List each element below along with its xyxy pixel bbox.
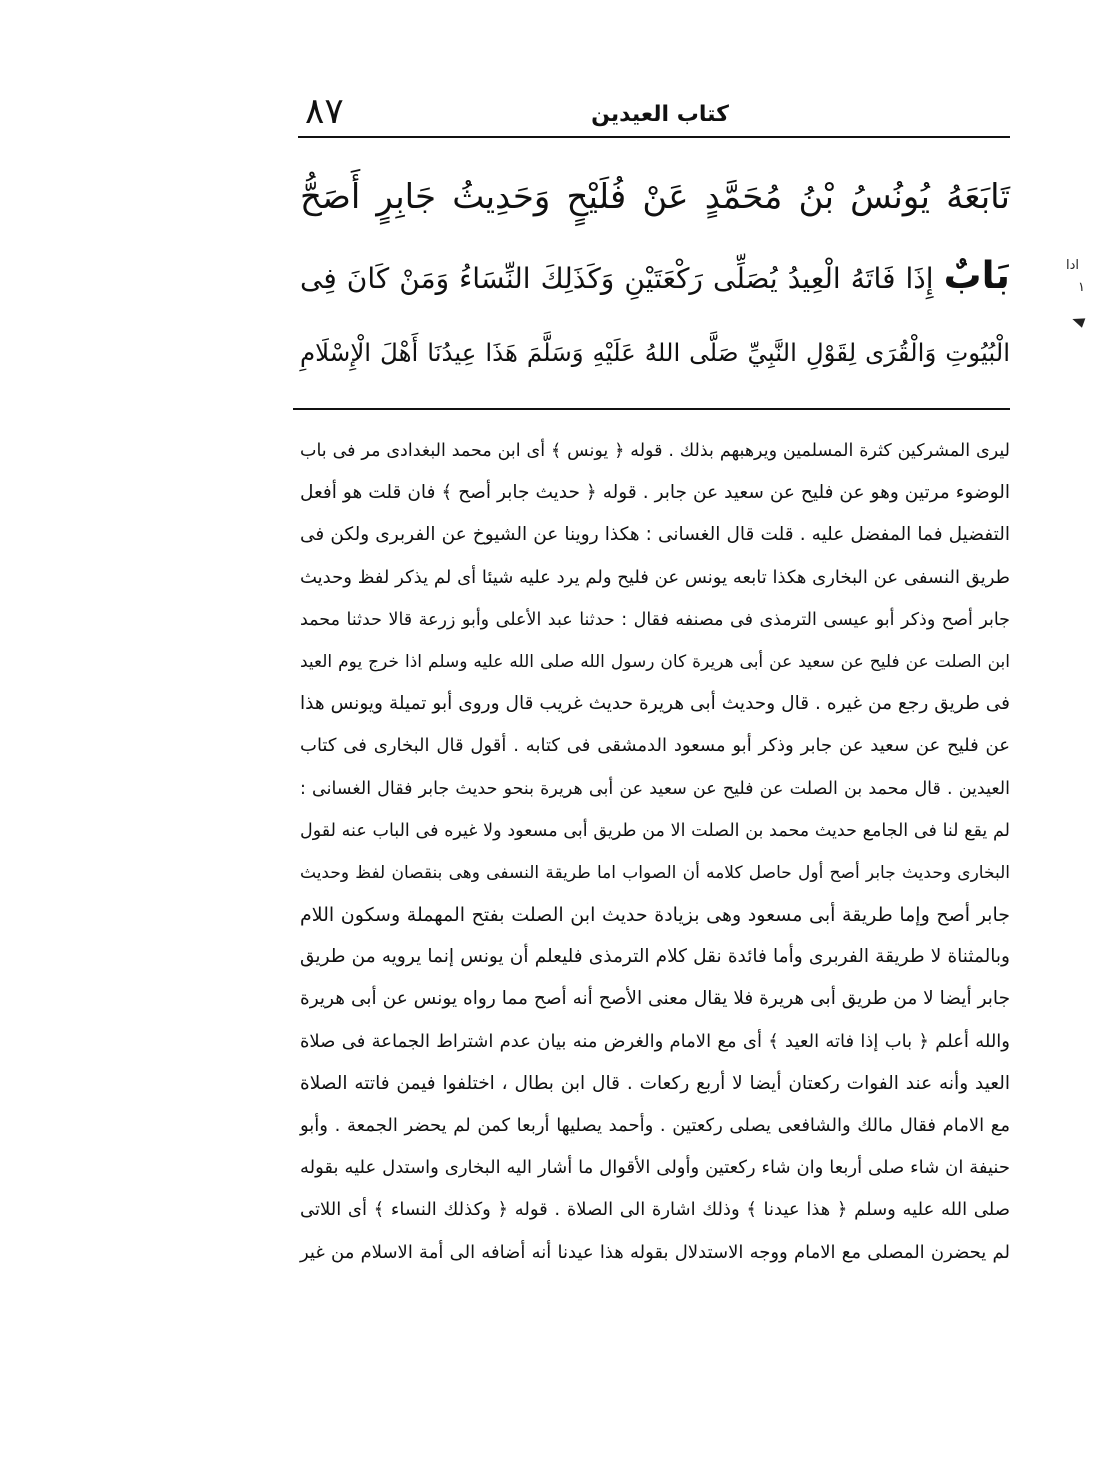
chapter-heading-text: إِذَا فَاتَهُ الْعِيدُ يُصَلِّى رَكْعَتَيْنِ وَكَذَلِكَ النِّسَاءُ وَمَنْ كَانَ فِى	[300, 262, 934, 295]
margin-pointer-icon	[1071, 314, 1086, 328]
commentary-line: فى طريق رجع من غيره . قال وحديث أبى هريرة حديث غريب قال وروى أبو تميلة ويونس هذا	[300, 693, 1010, 715]
main-text	[300, 158, 1010, 392]
page-number: ٨٧	[305, 91, 344, 132]
chapter-title: كتاب العيدين	[591, 102, 729, 127]
commentary-line: عن فليح عن سعيد عن جابر وذكر أبو مسعود الدمشقى فى كتابه . أقول قال البخارى فى كتاب	[300, 735, 1010, 757]
commentary-line: الوضوء مرتين وهو عن فليح عن سعيد عن جابر . قوله ﴿ حديث جابر أصح ﴾ فان قلت هو أفعل	[300, 482, 1010, 504]
commentary-line: العيد وأنه عند الفوات ركعتان أيضا لا أربع ركعات . قال ابن بطال ، اختلفوا فيمن فاتته الصلاة	[300, 1072, 1010, 1094]
commentary-line: جابر أصح وإما طريقة أبى مسعود وهى بزيادة حديث ابن الصلت بفتح المهملة وسكون اللام	[300, 904, 1010, 927]
commentary-line: ابن الصلت عن فليح عن سعيد عن أبى هريرة كان رسول الله صلى الله عليه وسلم اذا خرج يوم العيد	[300, 651, 1010, 672]
commentary-line: لم يقع لنا فى الجامع حديث محمد بن الصلت الا من طريق أبى مسعود ولا غيره فى الباب عنه لقول	[300, 820, 1010, 841]
commentary-line: العيدين . قال محمد بن الصلت عن فليح عن سعيد عن أبى هريرة بنحو حديث جابر فقال الغسانى :	[300, 778, 1010, 799]
commentary-line: حنيفة ان شاء صلى أربعا وان شاء ركعتين وأولى الأقوال ما أشار اليه البخارى واستدل عليه بقوله	[300, 1157, 1010, 1179]
margin-note: ادا	[1066, 258, 1080, 273]
commentary-line: صلى الله عليه وسلم ﴿ هذا عيدنا ﴾ وذلك اشارة الى الصلاة . قوله ﴿ وكذلك النساء ﴾ أى اللاتى	[300, 1199, 1010, 1221]
commentary-line: مع الامام فقال مالك والشافعى يصلى ركعتين . وأحمد يصليها أربعا كمن لم يحضر الجمعة . وأبو	[300, 1115, 1010, 1136]
commentary-line: طريق النسفى عن البخارى هكذا تابعه يونس عن فليح ولم يرد عليه شيئا أى لم يذكر لفظ وحديث	[300, 566, 1010, 588]
commentary-line: لم يحضرن المصلى مع الامام ووجه الاستدلال بقوله هذا عيدنا أنه أضافه الى أمة الاسلام من غير	[300, 1241, 1010, 1263]
chapter-heading-bab: بَابٌ	[943, 253, 1010, 297]
main-text-line: تَابَعَهُ يُونُسُ بْنُ مُحَمَّدٍ عَنْ فُلَيْحٍ وَحَدِيثُ جَابِرٍ أَصَحُّ	[300, 177, 1010, 217]
commentary-line: وبالمثناة لا طريقة الفربرى وأما فائدة نقل كلام الترمذى فليعلم أن يونس إنما يرويه من طريق	[300, 946, 1010, 968]
header-rule	[298, 136, 1010, 138]
commentary-line: جابر أصح وذكر أبو عيسى الترمذى فى مصنفه فقال : حدثنا عبد الأعلى وأبو زرعة قالا حدثنا محمد	[300, 609, 1010, 630]
commentary-line: البخارى وحديث جابر أصح أول حاصل كلامه أن الصواب اما طريقة النسفى وهى بنقصان لفظ وحديث	[300, 862, 1010, 883]
main-text-line: الْبُيُوتِ وَالْقُرَى لِقَوْلِ النَّبِيِّ صَلَّى اللهُ عَلَيْهِ وَسَلَّمَ هَذَا عِيدُنَا أَهْلَ الْإِسْلَامِ	[300, 338, 1010, 367]
commentary-line: والله أعلم ﴿ باب إذا فاته العيد ﴾ أى مع الامام والغرض منه بيان عدم اشتراط الجماعة فى صلاة	[300, 1030, 1010, 1052]
margin-note: ١	[1078, 280, 1085, 295]
commentary-line: ليرى المشركين كثرة المسلمين ويرهبهم بذلك . قوله ﴿ يونس ﴾ أى ابن محمد البغدادى مر فى باب	[300, 441, 1010, 461]
commentary-line: جابر أيضا لا من طريق أبى هريرة فلا يقال معنى الأصح أنه أصح مما رواه يونس عن أبى هريرة	[300, 988, 1010, 1010]
commentary	[300, 430, 1010, 1274]
commentary-line: التفضيل فما المفضل عليه . قلت قال الغسانى : هكذا روينا عن الشيوخ عن الفربرى ولكن فى	[300, 524, 1010, 546]
section-divider	[293, 408, 1010, 410]
main-text-line	[300, 236, 1010, 314]
